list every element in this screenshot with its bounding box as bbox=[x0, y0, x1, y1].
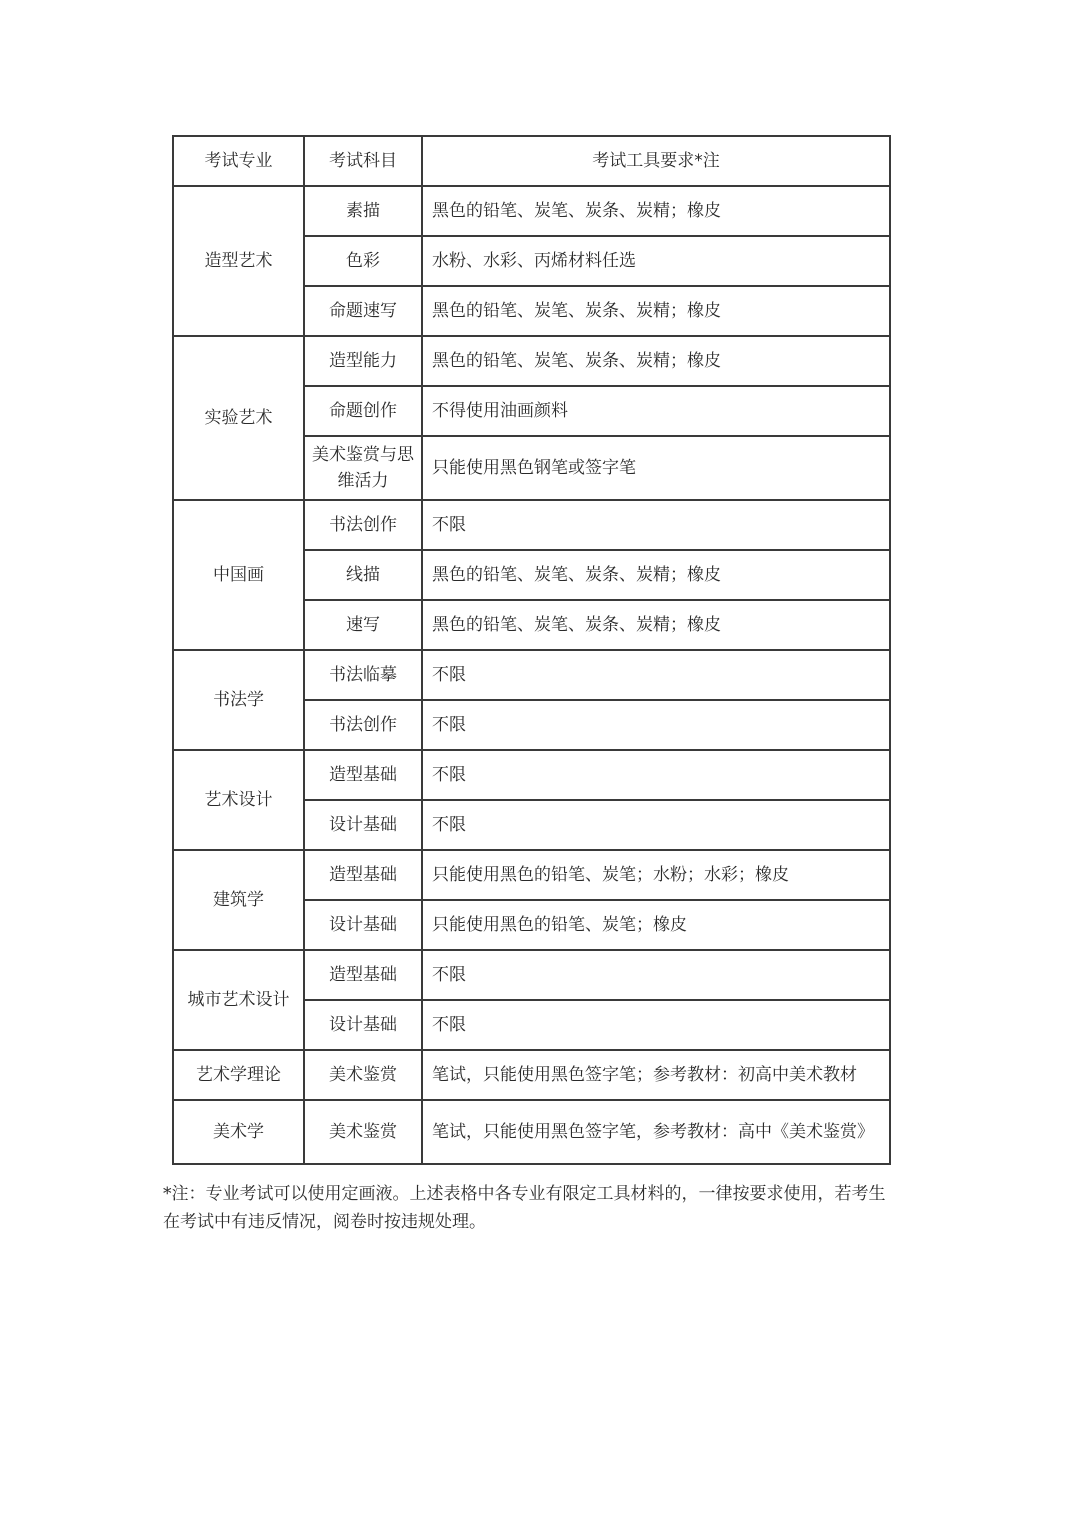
exam-tools-table bbox=[172, 135, 891, 1165]
header-major: 考试专业 bbox=[173, 136, 304, 186]
subject-cell: 美术鉴赏与思维活力 bbox=[304, 436, 422, 500]
subject-cell: 命题创作 bbox=[304, 386, 422, 436]
requirement-cell: 只能使用黑色的铅笔、炭笔；水粉；水彩；橡皮 bbox=[422, 850, 890, 900]
requirement-cell: 只能使用黑色的铅笔、炭笔；橡皮 bbox=[422, 900, 890, 950]
requirement-cell: 笔试，只能使用黑色签字笔，参考教材：高中《美术鉴赏》 bbox=[422, 1100, 890, 1164]
major-cell: 美术学 bbox=[173, 1100, 304, 1164]
subject-cell: 速写 bbox=[304, 600, 422, 650]
major-cell: 书法学 bbox=[173, 650, 304, 750]
requirement-cell: 不限 bbox=[422, 650, 890, 700]
subject-cell: 造型基础 bbox=[304, 750, 422, 800]
requirement-cell: 黑色的铅笔、炭笔、炭条、炭精；橡皮 bbox=[422, 186, 890, 236]
header-requirement: 考试工具要求*注 bbox=[422, 136, 890, 186]
subject-cell: 书法临摹 bbox=[304, 650, 422, 700]
requirement-cell: 黑色的铅笔、炭笔、炭条、炭精；橡皮 bbox=[422, 550, 890, 600]
requirement-cell: 不限 bbox=[422, 700, 890, 750]
subject-cell: 命题速写 bbox=[304, 286, 422, 336]
requirement-cell: 不限 bbox=[422, 750, 890, 800]
subject-cell: 造型基础 bbox=[304, 950, 422, 1000]
subject-cell: 书法创作 bbox=[304, 500, 422, 550]
footnote: *注：专业考试可以使用定画液。上述表格中各专业有限定工具材料的，一律按要求使用，若考生在考试中有违反情况，阅卷时按违规处理。 bbox=[163, 1184, 886, 1232]
table-row bbox=[173, 650, 890, 700]
requirement-cell: 黑色的铅笔、炭笔、炭条、炭精；橡皮 bbox=[422, 600, 890, 650]
subject-cell: 美术鉴赏 bbox=[304, 1050, 422, 1100]
major-cell: 造型艺术 bbox=[173, 186, 304, 336]
header-subject: 考试科目 bbox=[304, 136, 422, 186]
major-cell: 艺术学理论 bbox=[173, 1050, 304, 1100]
subject-cell: 素描 bbox=[304, 186, 422, 236]
requirement-cell: 不限 bbox=[422, 1000, 890, 1050]
major-cell: 实验艺术 bbox=[173, 336, 304, 500]
requirement-cell: 只能使用黑色钢笔或签字笔 bbox=[422, 436, 890, 500]
subject-cell: 美术鉴赏 bbox=[304, 1100, 422, 1164]
requirement-cell: 笔试，只能使用黑色签字笔；参考教材：初高中美术教材 bbox=[422, 1050, 890, 1100]
requirement-cell: 黑色的铅笔、炭笔、炭条、炭精；橡皮 bbox=[422, 286, 890, 336]
requirement-cell: 不限 bbox=[422, 500, 890, 550]
subject-cell: 设计基础 bbox=[304, 900, 422, 950]
subject-cell: 书法创作 bbox=[304, 700, 422, 750]
table-row bbox=[173, 500, 890, 550]
subject-cell: 造型基础 bbox=[304, 850, 422, 900]
requirement-cell: 黑色的铅笔、炭笔、炭条、炭精；橡皮 bbox=[422, 336, 890, 386]
table-row bbox=[173, 336, 890, 386]
table-header-row bbox=[173, 136, 890, 186]
subject-cell: 色彩 bbox=[304, 236, 422, 286]
major-cell: 建筑学 bbox=[173, 850, 304, 950]
requirement-cell: 不限 bbox=[422, 800, 890, 850]
subject-cell: 线描 bbox=[304, 550, 422, 600]
major-cell: 中国画 bbox=[173, 500, 304, 650]
requirement-cell: 不限 bbox=[422, 950, 890, 1000]
table-row bbox=[173, 1100, 890, 1164]
table-row bbox=[173, 750, 890, 800]
subject-cell: 设计基础 bbox=[304, 800, 422, 850]
table-row bbox=[173, 950, 890, 1000]
subject-cell: 造型能力 bbox=[304, 336, 422, 386]
requirement-cell: 不得使用油画颜料 bbox=[422, 386, 890, 436]
major-cell: 艺术设计 bbox=[173, 750, 304, 850]
table-row bbox=[173, 186, 890, 236]
requirement-cell: 水粉、水彩、丙烯材料任选 bbox=[422, 236, 890, 286]
subject-cell: 设计基础 bbox=[304, 1000, 422, 1050]
table-row bbox=[173, 850, 890, 900]
major-cell: 城市艺术设计 bbox=[173, 950, 304, 1050]
table-row bbox=[173, 1050, 890, 1100]
